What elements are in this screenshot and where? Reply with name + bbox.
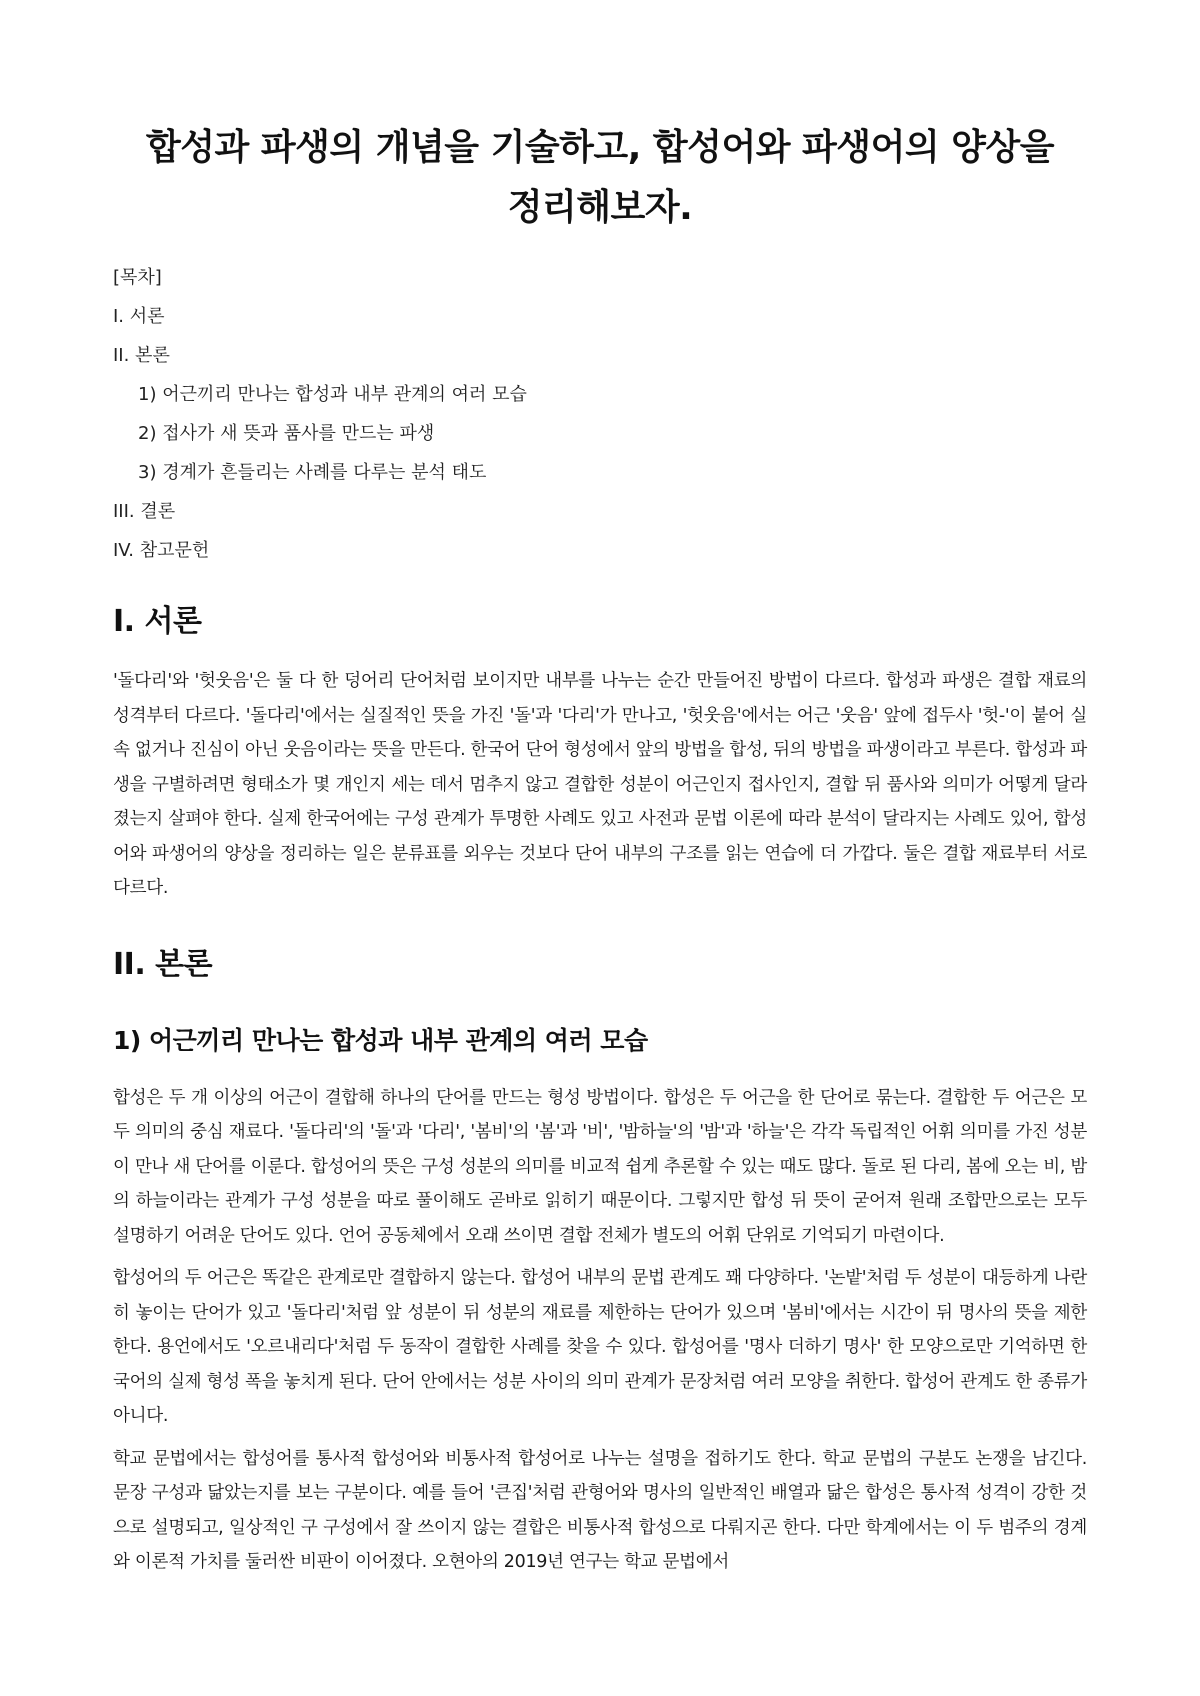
toc-item-intro: I. 서론 xyxy=(113,306,165,327)
toc-item-body-sub2: 2) 접사가 새 뜻과 품사를 만드는 파생 xyxy=(138,423,435,444)
toc-item-conclusion: III. 결론 xyxy=(113,501,176,522)
toc-item-body-sub3: 3) 경계가 흔들리는 사례를 다루는 분석 태도 xyxy=(138,462,487,483)
compounding-paragraph-1: 합성은 두 개 이상의 어근이 결합해 하나의 단어를 만드는 형성 방법이다. 합성은 두 어근을 한 단어로 묶는다. 결합한 두 어근은 모두 의미의 중심 재료다. '돌다리'의 '돌'과 '다리', '봄비'의 '봄'과 '비', '밤하늘'의 '밤'과 '하늘'은 각각 독립적인 어휘 의미를 가진 성분이 만나 새 단어를 이룬다. 합성어의 뜻은 구성 성분의 의미를 비교적 쉽게 추론할 수 있는 때도 많다. 돌로 된 다리, 봄에 오는 비, 밤의 하늘이라는 관계가 구성 성분을 따로 풀이해도 곧바로 읽히기 때문이다. 그렇지만 합성 뒤 뜻이 굳어져 원래 조합만으로는 모두 설명하기 어려운 단어도 있다. 언어 공동체에서 오래 쓰이면 결합 전체가 별도의 어휘 단위로 기억되기 마련이다. xyxy=(113,1087,1087,1246)
toc-item-references: IV. 참고문헌 xyxy=(113,540,210,561)
toc-heading: [목차] xyxy=(113,267,162,288)
compounding-paragraph-3: 학교 문법에서는 합성어를 통사적 합성어와 비통사적 합성어로 나누는 설명을 접하기도 한다. 학교 문법의 구분도 논쟁을 남긴다. 문장 구성과 닮았는지를 보는 구분이다. 예를 들어 '큰집'처럼 관형어와 명사의 일반적인 배열과 닮은 합성은 통사적 성격이 강한 것으로 설명되고, 일상적인 구 구성에서 잘 쓰이지 않는 결합은 비통사적 합성으로 다뤄지곤 한다. 다만 학계에서는 이 두 범주의 경계와 이론적 가치를 둘러싼 비판이 이어졌다. 오현아의 2019년 연구는 학교 문법에서 xyxy=(113,1448,1087,1572)
document-title: 합성과 파생의 개념을 기술하고, 합성어와 파생어의 양상을 정리해보자. xyxy=(146,127,1054,228)
subsection-heading-compounding: 1) 어근끼리 만나는 합성과 내부 관계의 여러 모습 xyxy=(113,1025,648,1055)
compounding-paragraph-2: 합성어의 두 어근은 똑같은 관계로만 결합하지 않는다. 합성어 내부의 문법 관계도 꽤 다양하다. '논밭'처럼 두 성분이 대등하게 나란히 놓이는 단어가 있고 '돌다리'처럼 앞 성분이 뒤 성분의 재료를 제한하는 단어가 있으며 '봄비'에서는 시간이 뒤 명사의 뜻을 제한한다. 용언에서도 '오르내리다'처럼 두 동작이 결합한 사례를 찾을 수 있다. 합성어를 '명사 더하기 명사' 한 모양으로만 기억하면 한국어의 실제 형성 폭을 놓치게 된다. 단어 안에서는 성분 사이의 의미 관계가 문장처럼 여러 모양을 취한다. 합성어 관계도 한 종류가 아니다. xyxy=(113,1268,1087,1426)
intro-paragraph: '돌다리'와 '헛웃음'은 둘 다 한 덩어리 단어처럼 보이지만 내부를 나누는 순간 만들어진 방법이 다르다. 합성과 파생은 결합 재료의 성격부터 다르다. '돌다리'에서는 실질적인 뜻을 가진 '돌'과 '다리'가 만나고, '헛웃음'에서는 어근 '웃음' 앞에 접두사 '헛-'이 붙어 실속 없거나 진심이 아닌 웃음이라는 뜻을 만든다. 한국어 단어 형성에서 앞의 방법을 합성, 뒤의 방법을 파생이라고 부른다. 합성과 파생을 구별하려면 형태소가 몇 개인지 세는 데서 멈추지 않고 결합한 성분이 어근인지 접사인지, 결합 뒤 품사와 의미가 어떻게 달라졌는지 살펴야 한다. 실제 한국어에는 구성 관계가 투명한 사례도 있고 사전과 문법 이론에 따라 분석이 달라지는 사례도 있어, 합성어와 파생어의 양상을 정리하는 일은 분류표를 외우는 것보다 단어 내부의 구조를 읽는 연습에 더 가깝다. 둘은 결합 재료부터 서로 다르다. xyxy=(113,671,1087,898)
toc-item-body: II. 본론 xyxy=(113,345,170,366)
section-heading-body: II. 본론 xyxy=(113,946,213,982)
table-of-contents xyxy=(113,266,1087,563)
section-heading-intro: I. 서론 xyxy=(113,604,202,639)
toc-item-body-sub1: 1) 어근끼리 만나는 합성과 내부 관계의 여러 모습 xyxy=(138,384,527,405)
